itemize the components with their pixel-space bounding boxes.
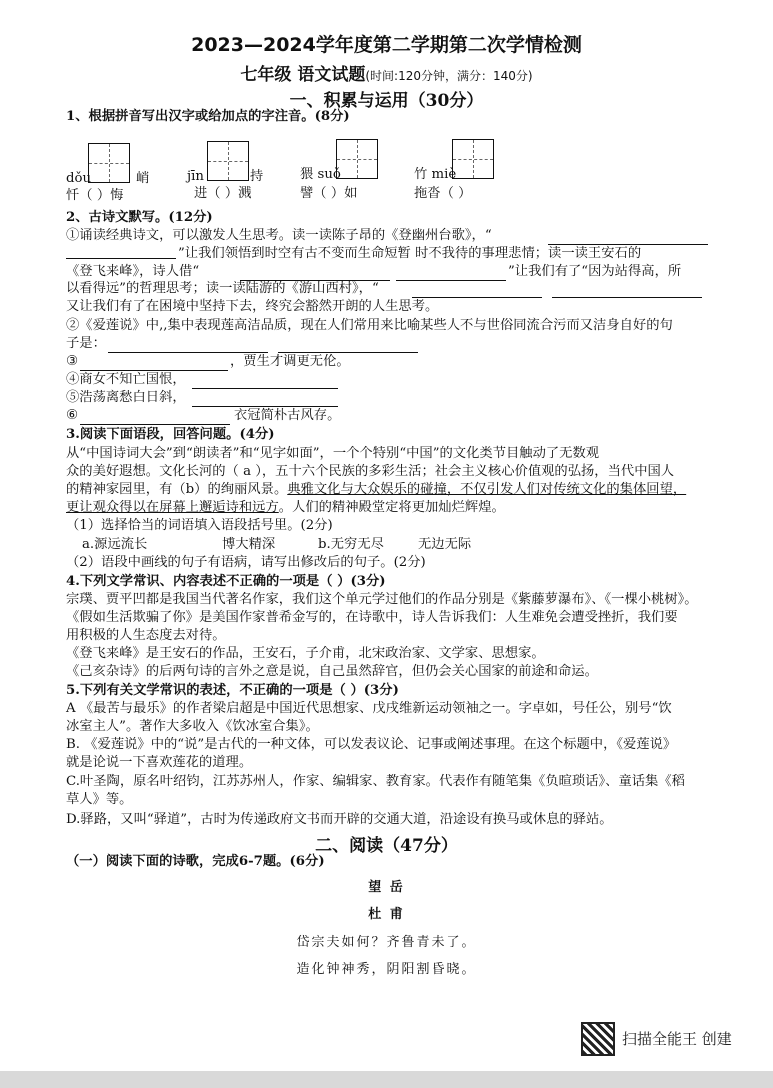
q2-line-6: ②《爱莲说》中,,集中表现莲高洁品质，现在人们常用来比喻某些人不与世俗同流合污而又洁身自好的句 (66, 318, 673, 333)
q2-line-8: ③ (66, 354, 78, 369)
poem-author: 杜 甫 (368, 907, 405, 922)
q5-option-a-1: A 《最苦与最乐》的作者梁启超是中国近代思想家、戊戌维新运动领袖之一。字卓如，号任公，别号“饮 (66, 701, 672, 716)
q2-line-5: 又让我们有了在困境中坚持下去，终究会豁然开朗的人生思考。 (66, 299, 439, 314)
qr-code-icon (581, 1022, 615, 1056)
q3-para-2: 众的美好遐想。文化长河的（ a ），五十六个民族的多彩生活；社会主义核心价值观的弘扬，当代中国人 (66, 464, 675, 479)
q5-option-a-2: 冰室主人”。著作大多收入《饮冰室合集》。 (66, 719, 319, 734)
q2-line-9: ④商女不知亡国恨， (66, 372, 186, 387)
q5-option-c-2: 草人》等。 (66, 792, 133, 807)
blank-q2-10[interactable] (192, 374, 338, 393)
q3-opt-a2: 博大精深 (222, 537, 276, 552)
q2-line-8b: ，贾生才调更无伦。 (230, 354, 350, 369)
q3-prompt: 3.阅读下面语段，回答问题。(4分) (66, 427, 275, 442)
pinyin-2: jīn (187, 169, 204, 184)
q3-para-4b: 。人们的精神殿堂定将更加灿烂辉煌。 (278, 500, 505, 515)
section2-subtitle: （一）阅读下面的诗歌，完成6-7题。(6分) (66, 854, 325, 869)
annotate-4: 拖沓（ ） (414, 186, 472, 201)
answer-box-1[interactable] (88, 143, 130, 183)
q4-option-c: 《登飞来峰》是王安石的作品，王安石，子介甫，北宋政治家、文学家、思想家。 (66, 646, 545, 661)
q5-option-c-1: C.叶圣陶，原名叶绍钧，江苏苏州人，作家、编辑家、教育家。代表作有随笔集《负暄琐话》、童话集《稻 (66, 774, 685, 789)
q1-prompt: 1、根据拼音写出汉字或给加点的字注音。(8分) (66, 109, 350, 124)
q2-line-4: 以看得远”的哲理思考；读一读陆游的《游山西村》，“ (66, 281, 379, 296)
pinyin-after-1: 峭 (136, 171, 150, 186)
q2-line-3a: 《登飞来峰》，诗人借“ (66, 264, 200, 279)
q4-option-a: 宗璞、贾平凹都是我国当代著名作家，我们这个单元学过他们的作品分别是《紫藤萝瀑布》、《一棵小桃树》。 (66, 592, 698, 607)
q5-prompt: 5.下列有关文学常识的表述，不正确的一项是（ ）(3分) (66, 683, 399, 698)
pinyin-4: 竹 miè (414, 167, 457, 182)
poem-title: 望 岳 (368, 880, 405, 895)
q5-option-b-2: 就是论说一下喜欢莲花的道理。 (66, 755, 253, 770)
q2-line-3b: ”让我们有了“因为站得高，所 (508, 264, 682, 279)
pinyin-after-2: 持 (250, 169, 264, 184)
exam-title: 2023—2024学年度第二学期第二次学情检测 (191, 34, 582, 56)
q3-para-3 (66, 482, 686, 498)
answer-box-3[interactable] (336, 139, 378, 179)
section2-title: 二、阅读（47分） (315, 836, 458, 856)
annotate-1: 忏（ ）悔 (66, 188, 124, 203)
q2-line-1: ①诵读经典诗文，可以激发人生思考。读一读陈子昂的《登幽州台歌》，“ (66, 228, 492, 243)
q2-line-7: 子是： (66, 336, 106, 351)
q2-line-2: ”让我们领悟到时空有古不变而生命短暂 时不我待的事理悲情；读一读王安石的 (178, 246, 642, 261)
blank-q2-2[interactable] (66, 244, 176, 263)
q3-sub-2: （2）语段中画线的句子有语病，请写出修改后的句子。(2分) (66, 555, 426, 570)
q3-opt-b1: b.无穷无尽 (318, 537, 384, 552)
q2-line-10: ⑤浩荡离愁白日斜， (66, 390, 186, 405)
pinyin-1: dǒu (66, 171, 92, 186)
poem-line-1: 岱宗夫如何？齐鲁青未了。 (296, 935, 477, 950)
q3-opt-a1: a.源远流长 (82, 537, 148, 552)
answer-box-4[interactable] (452, 139, 494, 179)
q4-prompt: 4.下列文学常识、内容表述不正确的一项是（ ）(3分) (66, 574, 386, 589)
q4-option-b-2: 用积极的人生态度去对待。 (66, 628, 226, 643)
q3-para-3a: 的精神家园里，有（b）的绚丽风景。 (66, 482, 288, 497)
exam-subtitle (0, 60, 773, 85)
answer-box-2[interactable] (207, 141, 249, 181)
annotate-3: 譬（ ）如 (300, 186, 358, 201)
q3-opt-b2: 无边无际 (418, 537, 472, 552)
blank-q2-6[interactable] (552, 283, 702, 302)
q2-line-11: ⑥ (66, 408, 78, 423)
pinyin-3: 猥 suǒ (300, 167, 341, 182)
q3-para-4 (66, 500, 505, 516)
bottom-bar (0, 1071, 773, 1088)
poem-line-2: 造化钟神秀，阴阳割昏晓。 (296, 962, 477, 977)
q2-line-11b: 衣冠简朴古风存。 (234, 408, 341, 423)
annotate-2: 进（ ）溅 (194, 186, 252, 201)
q3-underlined-2: 更让观众得以在屏幕上邂逅诗和远方 (66, 500, 279, 515)
q5-option-b-1: B. 《爱莲说》中的“说”是古代的一种文体，可以发表议论、记事或阐述事理。在这个标题中，《爱莲说》 (66, 737, 677, 752)
q5-option-d: D.驿路，又叫“驿道”，古时为传递政府文书而开辟的交通大道，沿途设有换马或休息的驿站。 (66, 812, 613, 827)
scanner-watermark: 扫描全能王 创建 (622, 1030, 732, 1048)
q3-underlined-1: 典雅文化与大众娱乐的碰撞，不仅引发人们对传统文化的集体回望， (287, 482, 687, 497)
q4-option-d: 《己亥杂诗》的后两句诗的言外之意是说，自己虽然辞官，但仍会关心国家的前途和命运。 (66, 664, 598, 679)
q3-para-1: 从“中国诗词大会”到“朗读者”和“见字如面”，一个个特别“中国”的文化类节目触动了无数观 (66, 446, 600, 461)
section1-title: 一、积累与运用（30分） (289, 91, 484, 111)
subject-title: 七年级 语文试题 (240, 65, 366, 85)
time-score-note: (时间:120分钟，满分：140分) (365, 69, 533, 83)
q4-option-b-1: 《假如生活欺骗了你》是美国作家普希金写的，在诗歌中，诗人告诉我们：人生难免会遭受挫折，我们要 (66, 610, 678, 625)
q2-prompt: 2、古诗文默写。(12分) (66, 210, 213, 225)
q3-sub-1: （1）选择恰当的词语填入语段括号里。(2分) (66, 518, 333, 533)
